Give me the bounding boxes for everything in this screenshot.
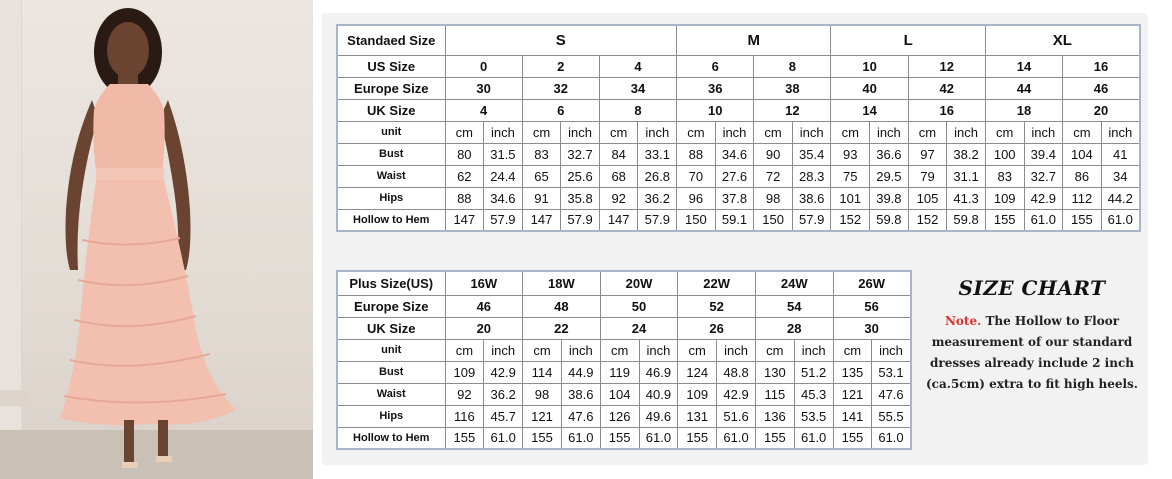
measurement-value: 68 — [599, 165, 638, 187]
row-header: Hips — [337, 405, 445, 427]
measurement-value: 100 — [985, 143, 1024, 165]
model-illustration — [0, 0, 313, 479]
measurement-value: 70 — [677, 165, 716, 187]
unit-inch: inch — [717, 339, 756, 361]
measurement-value: 147 — [522, 209, 561, 231]
row-header: Standaed Size — [337, 25, 445, 55]
measurement-value: 155 — [755, 427, 794, 449]
unit-cm: cm — [522, 121, 561, 143]
measurement-value: 155 — [678, 427, 717, 449]
size-value: 4 — [445, 99, 522, 121]
plus-size-table — [336, 270, 912, 450]
note-line-1: The Hollow to Floor — [981, 314, 1120, 328]
size-chart-note — [916, 270, 1148, 395]
size-value: 28 — [755, 317, 833, 339]
size-value: 44 — [985, 77, 1062, 99]
measurement-value: 59.8 — [870, 209, 909, 231]
measurement-value: 98 — [523, 383, 562, 405]
measurement-value: 59.8 — [947, 209, 986, 231]
measurement-value: 61.0 — [484, 427, 523, 449]
measurement-value: 112 — [1063, 187, 1102, 209]
measurement-value: 61.0 — [872, 427, 911, 449]
measurement-value: 91 — [522, 187, 561, 209]
measurement-value: 79 — [908, 165, 947, 187]
measurement-value: 75 — [831, 165, 870, 187]
measurement-value: 27.6 — [715, 165, 754, 187]
size-value: 20 — [445, 317, 523, 339]
size-group-header: L — [831, 25, 985, 55]
measurement-value: 150 — [677, 209, 716, 231]
measurement-value: 53.1 — [872, 361, 911, 383]
note-line-3: dresses already include 2 inch — [930, 356, 1134, 370]
size-value: 42 — [908, 77, 985, 99]
row-header: Bust — [337, 361, 445, 383]
measurement-value: 90 — [754, 143, 793, 165]
plus-size-value: 22W — [678, 271, 756, 295]
size-row — [337, 77, 1140, 99]
size-row — [337, 55, 1140, 77]
measurement-value: 57.9 — [561, 209, 600, 231]
size-value: 32 — [522, 77, 599, 99]
left-leg — [124, 420, 134, 466]
measurement-value: 135 — [833, 361, 872, 383]
measurement-value: 29.5 — [870, 165, 909, 187]
measurement-value: 84 — [599, 143, 638, 165]
size-value: 14 — [985, 55, 1062, 77]
size-value: 18 — [985, 99, 1062, 121]
size-value: 30 — [445, 77, 522, 99]
plus-size-value: 24W — [755, 271, 833, 295]
row-header: UK Size — [337, 317, 445, 339]
measurement-value: 48.8 — [717, 361, 756, 383]
measurement-value: 155 — [1063, 209, 1102, 231]
size-value: 48 — [523, 295, 601, 317]
size-value: 54 — [755, 295, 833, 317]
unit-inch: inch — [638, 121, 677, 143]
measurement-value: 155 — [445, 427, 484, 449]
measurement-value: 34.6 — [484, 187, 523, 209]
measurement-value: 51.6 — [717, 405, 756, 427]
size-value: 6 — [677, 55, 754, 77]
measurement-value: 88 — [677, 143, 716, 165]
row-header: US Size — [337, 55, 445, 77]
size-value: 24 — [600, 317, 678, 339]
row-header: unit — [337, 121, 445, 143]
measurement-value: 83 — [985, 165, 1024, 187]
measurement-value: 46.9 — [639, 361, 678, 383]
measurement-value: 45.3 — [794, 383, 833, 405]
unit-inch: inch — [1024, 121, 1063, 143]
size-value: 14 — [831, 99, 908, 121]
measurement-value: 116 — [445, 405, 484, 427]
measurement-value: 72 — [754, 165, 793, 187]
measurement-value: 86 — [1063, 165, 1102, 187]
dress-skirt — [60, 180, 236, 425]
size-value: 46 — [1063, 77, 1140, 99]
measurement-value: 152 — [831, 209, 870, 231]
measurement-value: 39.8 — [870, 187, 909, 209]
measurement-value: 114 — [523, 361, 562, 383]
measurement-value: 41.3 — [947, 187, 986, 209]
measurement-value: 38.2 — [947, 143, 986, 165]
measurement-value: 39.4 — [1024, 143, 1063, 165]
size-value: 26 — [678, 317, 756, 339]
size-value: 34 — [599, 77, 676, 99]
measurement-value: 98 — [754, 187, 793, 209]
size-row — [337, 317, 911, 339]
measurement-value: 131 — [678, 405, 717, 427]
unit-inch: inch — [794, 339, 833, 361]
measurement-value: 24.4 — [484, 165, 523, 187]
measurement-value: 57.9 — [484, 209, 523, 231]
unit-row — [337, 121, 1140, 143]
measurement-value: 31.5 — [484, 143, 523, 165]
measurement-value: 93 — [831, 143, 870, 165]
measurement-value: 35.4 — [792, 143, 831, 165]
measurement-value: 124 — [678, 361, 717, 383]
plus-size-value: 18W — [523, 271, 601, 295]
unit-cm: cm — [985, 121, 1024, 143]
measurement-value: 44.2 — [1101, 187, 1140, 209]
size-value: 52 — [678, 295, 756, 317]
measurement-row — [337, 427, 911, 449]
row-header: UK Size — [337, 99, 445, 121]
measurement-value: 126 — [600, 405, 639, 427]
measurement-value: 150 — [754, 209, 793, 231]
measurement-value: 61.0 — [561, 427, 600, 449]
measurement-value: 136 — [755, 405, 794, 427]
measurement-value: 109 — [678, 383, 717, 405]
size-value: 46 — [445, 295, 523, 317]
size-value: 22 — [523, 317, 601, 339]
unit-cm: cm — [755, 339, 794, 361]
unit-cm: cm — [445, 121, 484, 143]
measurement-value: 61.0 — [717, 427, 756, 449]
unit-inch: inch — [484, 121, 523, 143]
measurement-value: 34.6 — [715, 143, 754, 165]
measurement-row — [337, 209, 1140, 231]
size-group-header: S — [445, 25, 677, 55]
plus-size-value: 20W — [600, 271, 678, 295]
measurement-value: 45.7 — [484, 405, 523, 427]
note-line-2: measurement of our standard — [931, 335, 1133, 349]
measurement-value: 97 — [908, 143, 947, 165]
measurement-row — [337, 405, 911, 427]
unit-cm: cm — [523, 339, 562, 361]
measurement-value: 38.6 — [561, 383, 600, 405]
right-shoe — [156, 456, 172, 462]
row-header: Waist — [337, 165, 445, 187]
measurement-value: 92 — [599, 187, 638, 209]
note-text — [916, 311, 1148, 395]
measurement-value: 61.0 — [1024, 209, 1063, 231]
measurement-value: 36.2 — [638, 187, 677, 209]
unit-cm: cm — [908, 121, 947, 143]
size-value: 6 — [522, 99, 599, 121]
measurement-value: 33.1 — [638, 143, 677, 165]
size-value: 12 — [754, 99, 831, 121]
measurement-row — [337, 361, 911, 383]
dress-bodice — [93, 84, 164, 172]
measurement-value: 32.7 — [561, 143, 600, 165]
measurement-value: 59.1 — [715, 209, 754, 231]
size-group-header: M — [677, 25, 831, 55]
measurement-value: 44.9 — [561, 361, 600, 383]
size-row — [337, 295, 911, 317]
measurement-value: 65 — [522, 165, 561, 187]
row-header: Hollow to Hem — [337, 427, 445, 449]
measurement-value: 121 — [523, 405, 562, 427]
size-value: 12 — [908, 55, 985, 77]
measurement-value: 105 — [908, 187, 947, 209]
unit-inch: inch — [561, 121, 600, 143]
size-value: 20 — [1063, 99, 1140, 121]
unit-cm: cm — [833, 339, 872, 361]
measurement-value: 26.8 — [638, 165, 677, 187]
measurement-value: 28.3 — [792, 165, 831, 187]
measurement-value: 109 — [445, 361, 484, 383]
plus-size-value: 26W — [833, 271, 911, 295]
unit-cm: cm — [678, 339, 717, 361]
unit-inch: inch — [947, 121, 986, 143]
measurement-value: 155 — [833, 427, 872, 449]
size-value: 36 — [677, 77, 754, 99]
size-value: 56 — [833, 295, 911, 317]
measurement-value: 109 — [985, 187, 1024, 209]
measurement-value: 49.6 — [639, 405, 678, 427]
measurement-value: 155 — [523, 427, 562, 449]
measurement-value: 55.5 — [872, 405, 911, 427]
measurement-value: 96 — [677, 187, 716, 209]
measurement-row — [337, 383, 911, 405]
measurement-value: 101 — [831, 187, 870, 209]
size-chart-title: SIZE CHART — [958, 276, 1106, 300]
measurement-value: 35.8 — [561, 187, 600, 209]
note-prefix: Note. — [944, 314, 982, 328]
measurement-value: 119 — [600, 361, 639, 383]
unit-inch: inch — [792, 121, 831, 143]
unit-inch: inch — [561, 339, 600, 361]
row-header: Bust — [337, 143, 445, 165]
measurement-value: 80 — [445, 143, 484, 165]
measurement-value: 147 — [599, 209, 638, 231]
size-value: 10 — [831, 55, 908, 77]
unit-inch: inch — [715, 121, 754, 143]
size-value: 4 — [599, 55, 676, 77]
unit-inch: inch — [484, 339, 523, 361]
measurement-value: 155 — [985, 209, 1024, 231]
measurement-value: 31.1 — [947, 165, 986, 187]
standard-size-table — [336, 24, 1141, 232]
measurement-value: 42.9 — [1024, 187, 1063, 209]
measurement-value: 40.9 — [639, 383, 678, 405]
measurement-value: 104 — [1063, 143, 1102, 165]
size-row — [337, 99, 1140, 121]
measurement-value: 25.6 — [561, 165, 600, 187]
unit-cm: cm — [600, 339, 639, 361]
measurement-value: 141 — [833, 405, 872, 427]
size-value: 50 — [600, 295, 678, 317]
row-header: Plus Size(US) — [337, 271, 445, 295]
measurement-value: 83 — [522, 143, 561, 165]
size-group-header: XL — [985, 25, 1139, 55]
measurement-value: 53.5 — [794, 405, 833, 427]
measurement-value: 88 — [445, 187, 484, 209]
measurement-value: 147 — [445, 209, 484, 231]
row-header: Europe Size — [337, 295, 445, 317]
unit-cm: cm — [677, 121, 716, 143]
measurement-value: 42.9 — [717, 383, 756, 405]
left-shoe — [122, 462, 138, 468]
measurement-value: 42.9 — [484, 361, 523, 383]
measurement-value: 41 — [1101, 143, 1140, 165]
measurement-value: 38.6 — [792, 187, 831, 209]
row-header: Waist — [337, 383, 445, 405]
size-value: 30 — [833, 317, 911, 339]
measurement-value: 155 — [600, 427, 639, 449]
measurement-value: 57.9 — [638, 209, 677, 231]
unit-inch: inch — [639, 339, 678, 361]
unit-row — [337, 339, 911, 361]
row-header: Europe Size — [337, 77, 445, 99]
size-value: 38 — [754, 77, 831, 99]
measurement-value: 57.9 — [792, 209, 831, 231]
measurement-value: 62 — [445, 165, 484, 187]
measurement-value: 32.7 — [1024, 165, 1063, 187]
size-value: 8 — [599, 99, 676, 121]
unit-cm: cm — [754, 121, 793, 143]
size-group-row — [337, 25, 1140, 55]
face — [107, 22, 149, 78]
unit-cm: cm — [599, 121, 638, 143]
size-value: 0 — [445, 55, 522, 77]
unit-cm: cm — [445, 339, 484, 361]
measurement-value: 36.2 — [484, 383, 523, 405]
size-value: 2 — [522, 55, 599, 77]
size-value: 16 — [908, 99, 985, 121]
unit-inch: inch — [1101, 121, 1140, 143]
row-header: Hollow to Hem — [337, 209, 445, 231]
unit-inch: inch — [870, 121, 909, 143]
measurement-value: 115 — [755, 383, 794, 405]
model-photo — [0, 0, 313, 479]
size-value: 16 — [1063, 55, 1140, 77]
measurement-value: 61.0 — [639, 427, 678, 449]
measurement-value: 152 — [908, 209, 947, 231]
measurement-row — [337, 187, 1140, 209]
measurement-value: 36.6 — [870, 143, 909, 165]
plus-size-value: 16W — [445, 271, 523, 295]
size-value: 8 — [754, 55, 831, 77]
plus-size-row — [337, 271, 911, 295]
measurement-row — [337, 165, 1140, 187]
right-leg — [158, 420, 168, 460]
dress-belt — [96, 168, 164, 180]
measurement-value: 61.0 — [1101, 209, 1140, 231]
row-header: unit — [337, 339, 445, 361]
measurement-value: 34 — [1101, 165, 1140, 187]
size-value: 40 — [831, 77, 908, 99]
measurement-value: 47.6 — [561, 405, 600, 427]
note-line-4: (ca.5cm) extra to fit high heels. — [926, 377, 1138, 391]
unit-cm: cm — [1063, 121, 1102, 143]
measurement-value: 104 — [600, 383, 639, 405]
row-header: Hips — [337, 187, 445, 209]
unit-inch: inch — [872, 339, 911, 361]
measurement-value: 51.2 — [794, 361, 833, 383]
measurement-value: 61.0 — [794, 427, 833, 449]
measurement-value: 47.6 — [872, 383, 911, 405]
unit-cm: cm — [831, 121, 870, 143]
measurement-row — [337, 143, 1140, 165]
measurement-value: 130 — [755, 361, 794, 383]
measurement-value: 92 — [445, 383, 484, 405]
measurement-value: 37.8 — [715, 187, 754, 209]
size-value: 10 — [677, 99, 754, 121]
measurement-value: 121 — [833, 383, 872, 405]
